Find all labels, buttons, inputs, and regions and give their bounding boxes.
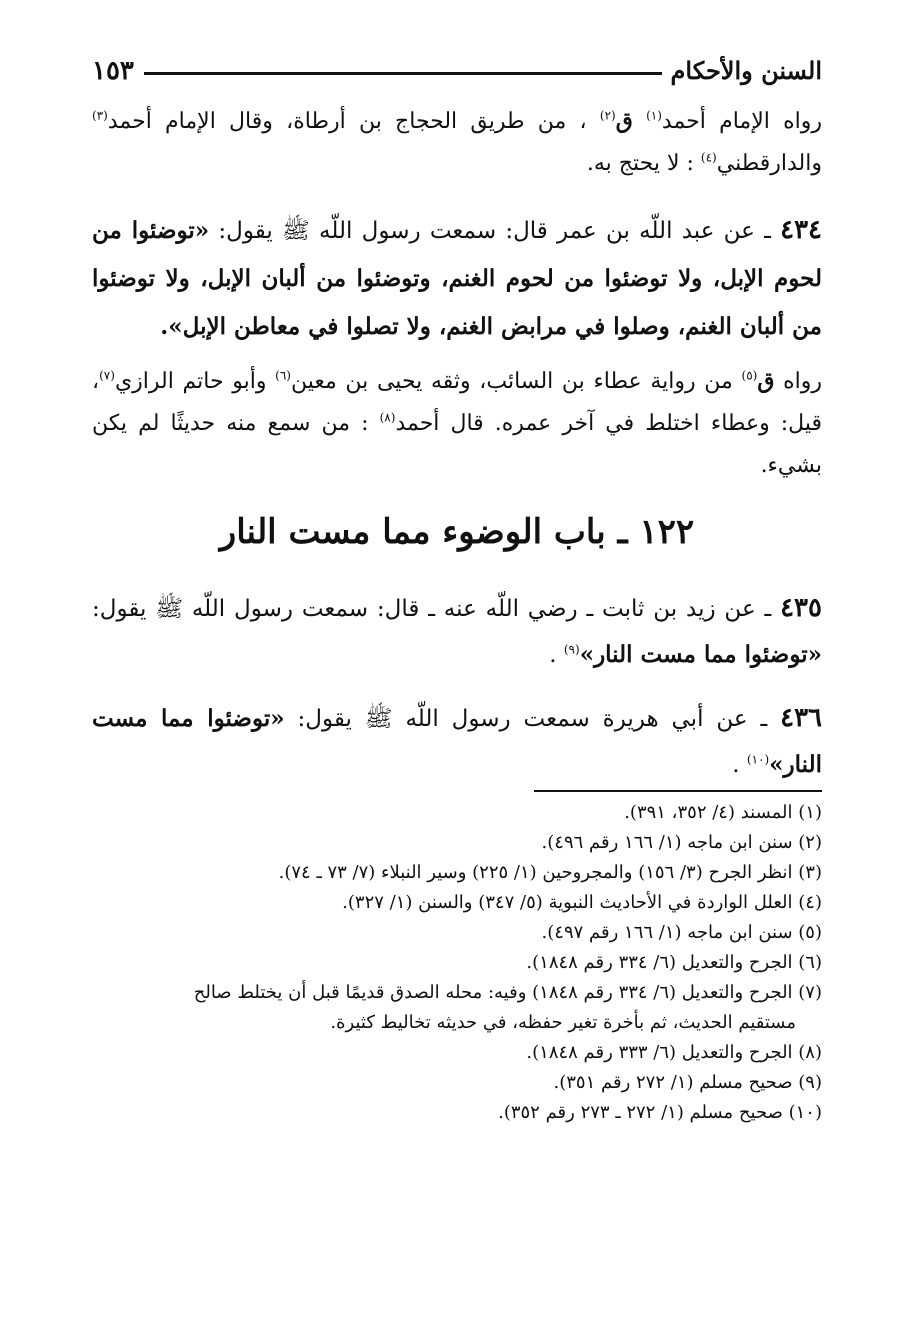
footnote-ref: (٨) <box>379 410 396 425</box>
hadith-434 <box>92 206 822 351</box>
running-title: السنن والأحكام <box>670 56 822 85</box>
footnote-ref: (٤) <box>700 150 717 165</box>
source-symbol: ق <box>757 368 775 394</box>
footnote: (٧) الجرح والتعديل (٦/ ٣٣٤ رقم ١٨٤٨) وفيه: محله الصدق قديمًا قبل أن يختلط صالح <box>193 982 822 1003</box>
hadith-text: «توضئوا مما مست النار» <box>579 641 822 668</box>
footnote: (١) المسند (٤/ ٣٥٢، ٣٩١). <box>624 802 822 823</box>
hadith-number: ٤٣٥ <box>780 593 822 623</box>
header-rule <box>144 72 662 75</box>
source-symbol: ق <box>615 108 633 134</box>
footnote-ref: (١٠) <box>746 752 770 767</box>
hadith-intro: ـ عن عبد اللّه بن عمر قال: سمعت رسول اللّه ﷺ يقول: <box>218 218 771 244</box>
hadith-text: «توضئوا من لحوم الإبل، ولا توضئوا من لحوم الغنم، وتوضئوا من ألبان الإبل، ولا توضئوا من ألبان الغنم، وصلوا في مرابض الغنم، ولا تصلوا في معاطن الإبل». <box>92 217 822 340</box>
text-span: من رواية عطاء بن السائب، وثقه يحيى بن معين <box>290 369 733 394</box>
footnote: (٣) انظر الجرح (٣/ ١٥٦) والمجروحين (١/ ٢٢٥) وسير النبلاء (٧/ ٧٣ ـ ٧٤). <box>278 862 822 883</box>
footnote-ref: (٦) <box>275 368 291 383</box>
text-span: رواه <box>783 369 822 394</box>
text-span: ، من طريق الحجاج بن أرطاة، وقال الإمام أحمد <box>107 109 587 134</box>
footnote-ref: (١) <box>646 108 662 123</box>
hadith-intro: ـ عن أبي هريرة سمعت رسول اللّه ﷺ يقول: <box>297 706 768 732</box>
text-span: . <box>549 642 557 668</box>
footnote-ref: (٧) <box>99 368 115 383</box>
footnote-separator <box>534 790 822 792</box>
footnote: (٥) سنن ابن ماجه (١/ ١٦٦ رقم ٤٩٧). <box>541 922 822 943</box>
footnote: (٨) الجرح والتعديل (٦/ ٣٣٣ رقم ١٨٤٨). <box>526 1042 822 1063</box>
hadith-436 <box>92 695 822 788</box>
commentary-paragraph-2 <box>92 360 822 487</box>
page-header <box>92 56 822 92</box>
hadith-number: ٤٣٦ <box>780 703 823 733</box>
footnote: (٩) صحيح مسلم (١/ ٢٧٢ رقم ٣٥١). <box>553 1072 822 1093</box>
text-span: والدارقطني <box>716 151 822 176</box>
text-span: : من سمع منه حديثًا لم يكن بشيء. <box>92 411 822 478</box>
footnotes-list <box>92 798 822 1128</box>
footnote-continuation: مستقيم الحديث، ثم بأخرة تغير حفظه، في حديثه تخاليط كثيرة. <box>330 1012 796 1033</box>
footnote: (٤) العلل الواردة في الأحاديث النبوية (٥/ ٣٤٧) والسنن (١/ ٣٢٧). <box>342 892 822 913</box>
chapter-number: ١٢٢ <box>639 512 695 552</box>
text-span: . <box>732 752 740 778</box>
footnote: (٢) سنن ابن ماجه (١/ ١٦٦ رقم ٤٩٦). <box>541 832 822 853</box>
chapter-heading <box>92 512 822 552</box>
hadith-435 <box>92 585 822 678</box>
page-number: ١٥٣ <box>92 56 134 86</box>
footnote-ref: (٥) <box>741 368 758 383</box>
hadith-text: «توضئوا مما مست النار» <box>92 705 822 778</box>
hadith-number: ٤٣٤ <box>780 215 823 245</box>
commentary-paragraph-1 <box>92 100 822 185</box>
text-span: وأبو حاتم الرازي <box>114 369 267 394</box>
footnote: (٦) الجرح والتعديل (٦/ ٣٣٤ رقم ١٨٤٨). <box>526 952 822 973</box>
chapter-title: ـ باب الوضوء مما مست النار <box>219 512 628 552</box>
footnote-ref: (٣) <box>92 108 108 123</box>
hadith-intro: ـ عن زيد بن ثابت ـ رضي اللّه عنه ـ قال: سمعت رسول اللّه ﷺ يقول: <box>92 596 772 622</box>
footnote-ref: (٩) <box>563 642 580 657</box>
text-span: ، قيل: وعطاء اختلط في آخر عمره. قال أحمد <box>92 369 823 436</box>
footnote-ref: (٢) <box>599 108 616 123</box>
text-span: : لا يحتج به. <box>586 151 694 176</box>
footnote: (١٠) صحيح مسلم (١/ ٢٧٢ ـ ٢٧٣ رقم ٣٥٢). <box>498 1102 822 1123</box>
text-span: رواه الإمام أحمد <box>661 109 823 134</box>
